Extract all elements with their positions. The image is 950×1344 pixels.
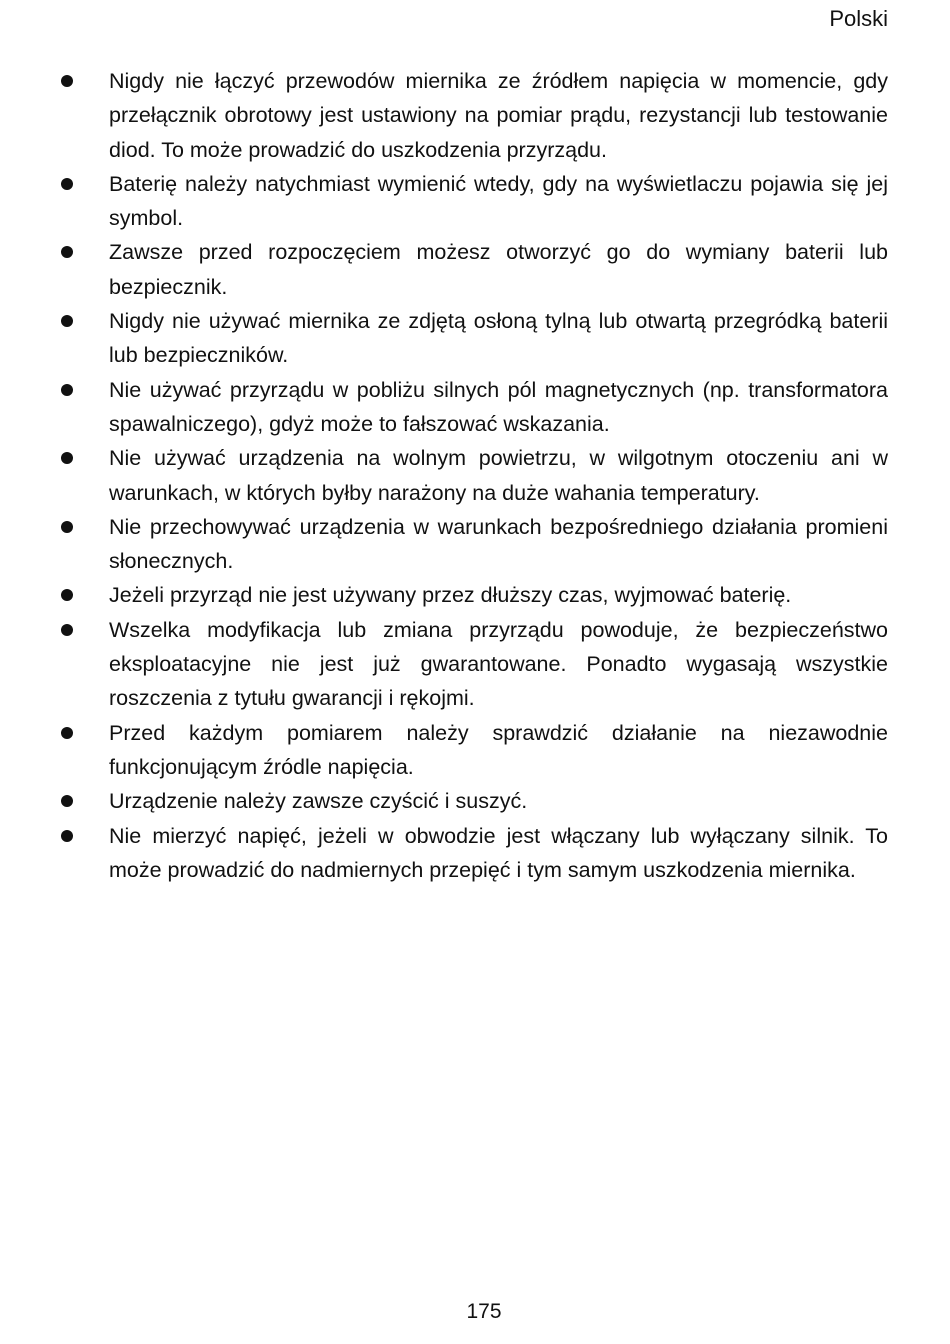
list-item-text: Zawsze przed rozpoczęciem możesz otworzyć go do wymiany baterii lub bezpiecznik. — [109, 240, 888, 299]
list-item — [58, 578, 888, 612]
list-item — [58, 441, 888, 510]
bullet-icon — [61, 178, 73, 190]
bullet-icon — [61, 521, 73, 533]
bullet-icon — [61, 624, 73, 636]
list-item — [58, 304, 888, 373]
bullet-icon — [61, 384, 73, 396]
list-item-text: Nie używać urządzenia na wolnym powietrzu, w wilgotnym otoczeniu ani w warunkach, w których byłby narażony na duże wahania temperatury. — [109, 446, 888, 505]
list-item-text: Nie używać przyrządu w pobliżu silnych pól magnetycznych (np. transformatora spawalniczego), gdyż może to fałszować wskazania. — [109, 377, 888, 436]
list-item-text: Przed każdym pomiarem należy sprawdzić działanie na niezawodnie funkcjonującym źródle napięcia. — [109, 720, 888, 779]
safety-instructions-list — [58, 64, 888, 887]
bullet-icon — [61, 75, 73, 87]
list-item-text: Nigdy nie łączyć przewodów miernika ze źródłem napięcia w momencie, gdy przełącznik obrotowy jest ustawiony na pomiar prądu, rezystancji lub testowanie diod. To może prowadzić do uszkodzenia przyrządu. — [109, 69, 888, 162]
list-item — [58, 64, 888, 167]
list-item — [58, 613, 888, 716]
bullet-icon — [61, 452, 73, 464]
list-item-text: Jeżeli przyrząd nie jest używany przez dłuższy czas, wyjmować baterię. — [109, 583, 792, 608]
bullet-icon — [61, 727, 73, 739]
list-item-text: Nigdy nie używać miernika ze zdjętą osłoną tylną lub otwartą przegródką baterii lub bezpieczników. — [109, 309, 888, 368]
list-item — [58, 167, 888, 236]
bullet-icon — [61, 795, 73, 807]
list-item-text: Wszelka modyfikacja lub zmiana przyrządu powoduje, że bezpieczeństwo eksploatacyjne nie jest już gwarantowane. Ponadto wygasają wszystkie roszczenia z tytułu gwarancji i rękojmi. — [109, 617, 888, 711]
list-item-text: Nie mierzyć napięć, jeżeli w obwodzie jest włączany lub wyłączany silnik. To może prowadzić do nadmiernych przepięć i tym samym uszkodzenia miernika. — [109, 823, 888, 882]
list-item — [58, 235, 888, 304]
list-item — [58, 510, 888, 579]
bullet-icon — [61, 246, 73, 258]
page-number: 175 — [466, 1300, 502, 1323]
list-item-text: Urządzenie należy zawsze czyścić i suszyć. — [109, 789, 528, 814]
page-language-header: Polski — [829, 6, 888, 31]
bullet-icon — [61, 315, 73, 327]
list-item — [58, 716, 888, 785]
bullet-icon — [61, 589, 73, 601]
list-item — [58, 373, 888, 442]
list-item — [58, 784, 888, 818]
bullet-icon — [61, 830, 73, 842]
list-item-text: Nie przechowywać urządzenia w warunkach bezpośredniego działania promieni słonecznych. — [109, 514, 888, 574]
list-item-text: Baterię należy natychmiast wymienić wtedy, gdy na wyświetlaczu pojawia się jej symbol. — [109, 171, 888, 231]
list-item — [58, 819, 888, 888]
